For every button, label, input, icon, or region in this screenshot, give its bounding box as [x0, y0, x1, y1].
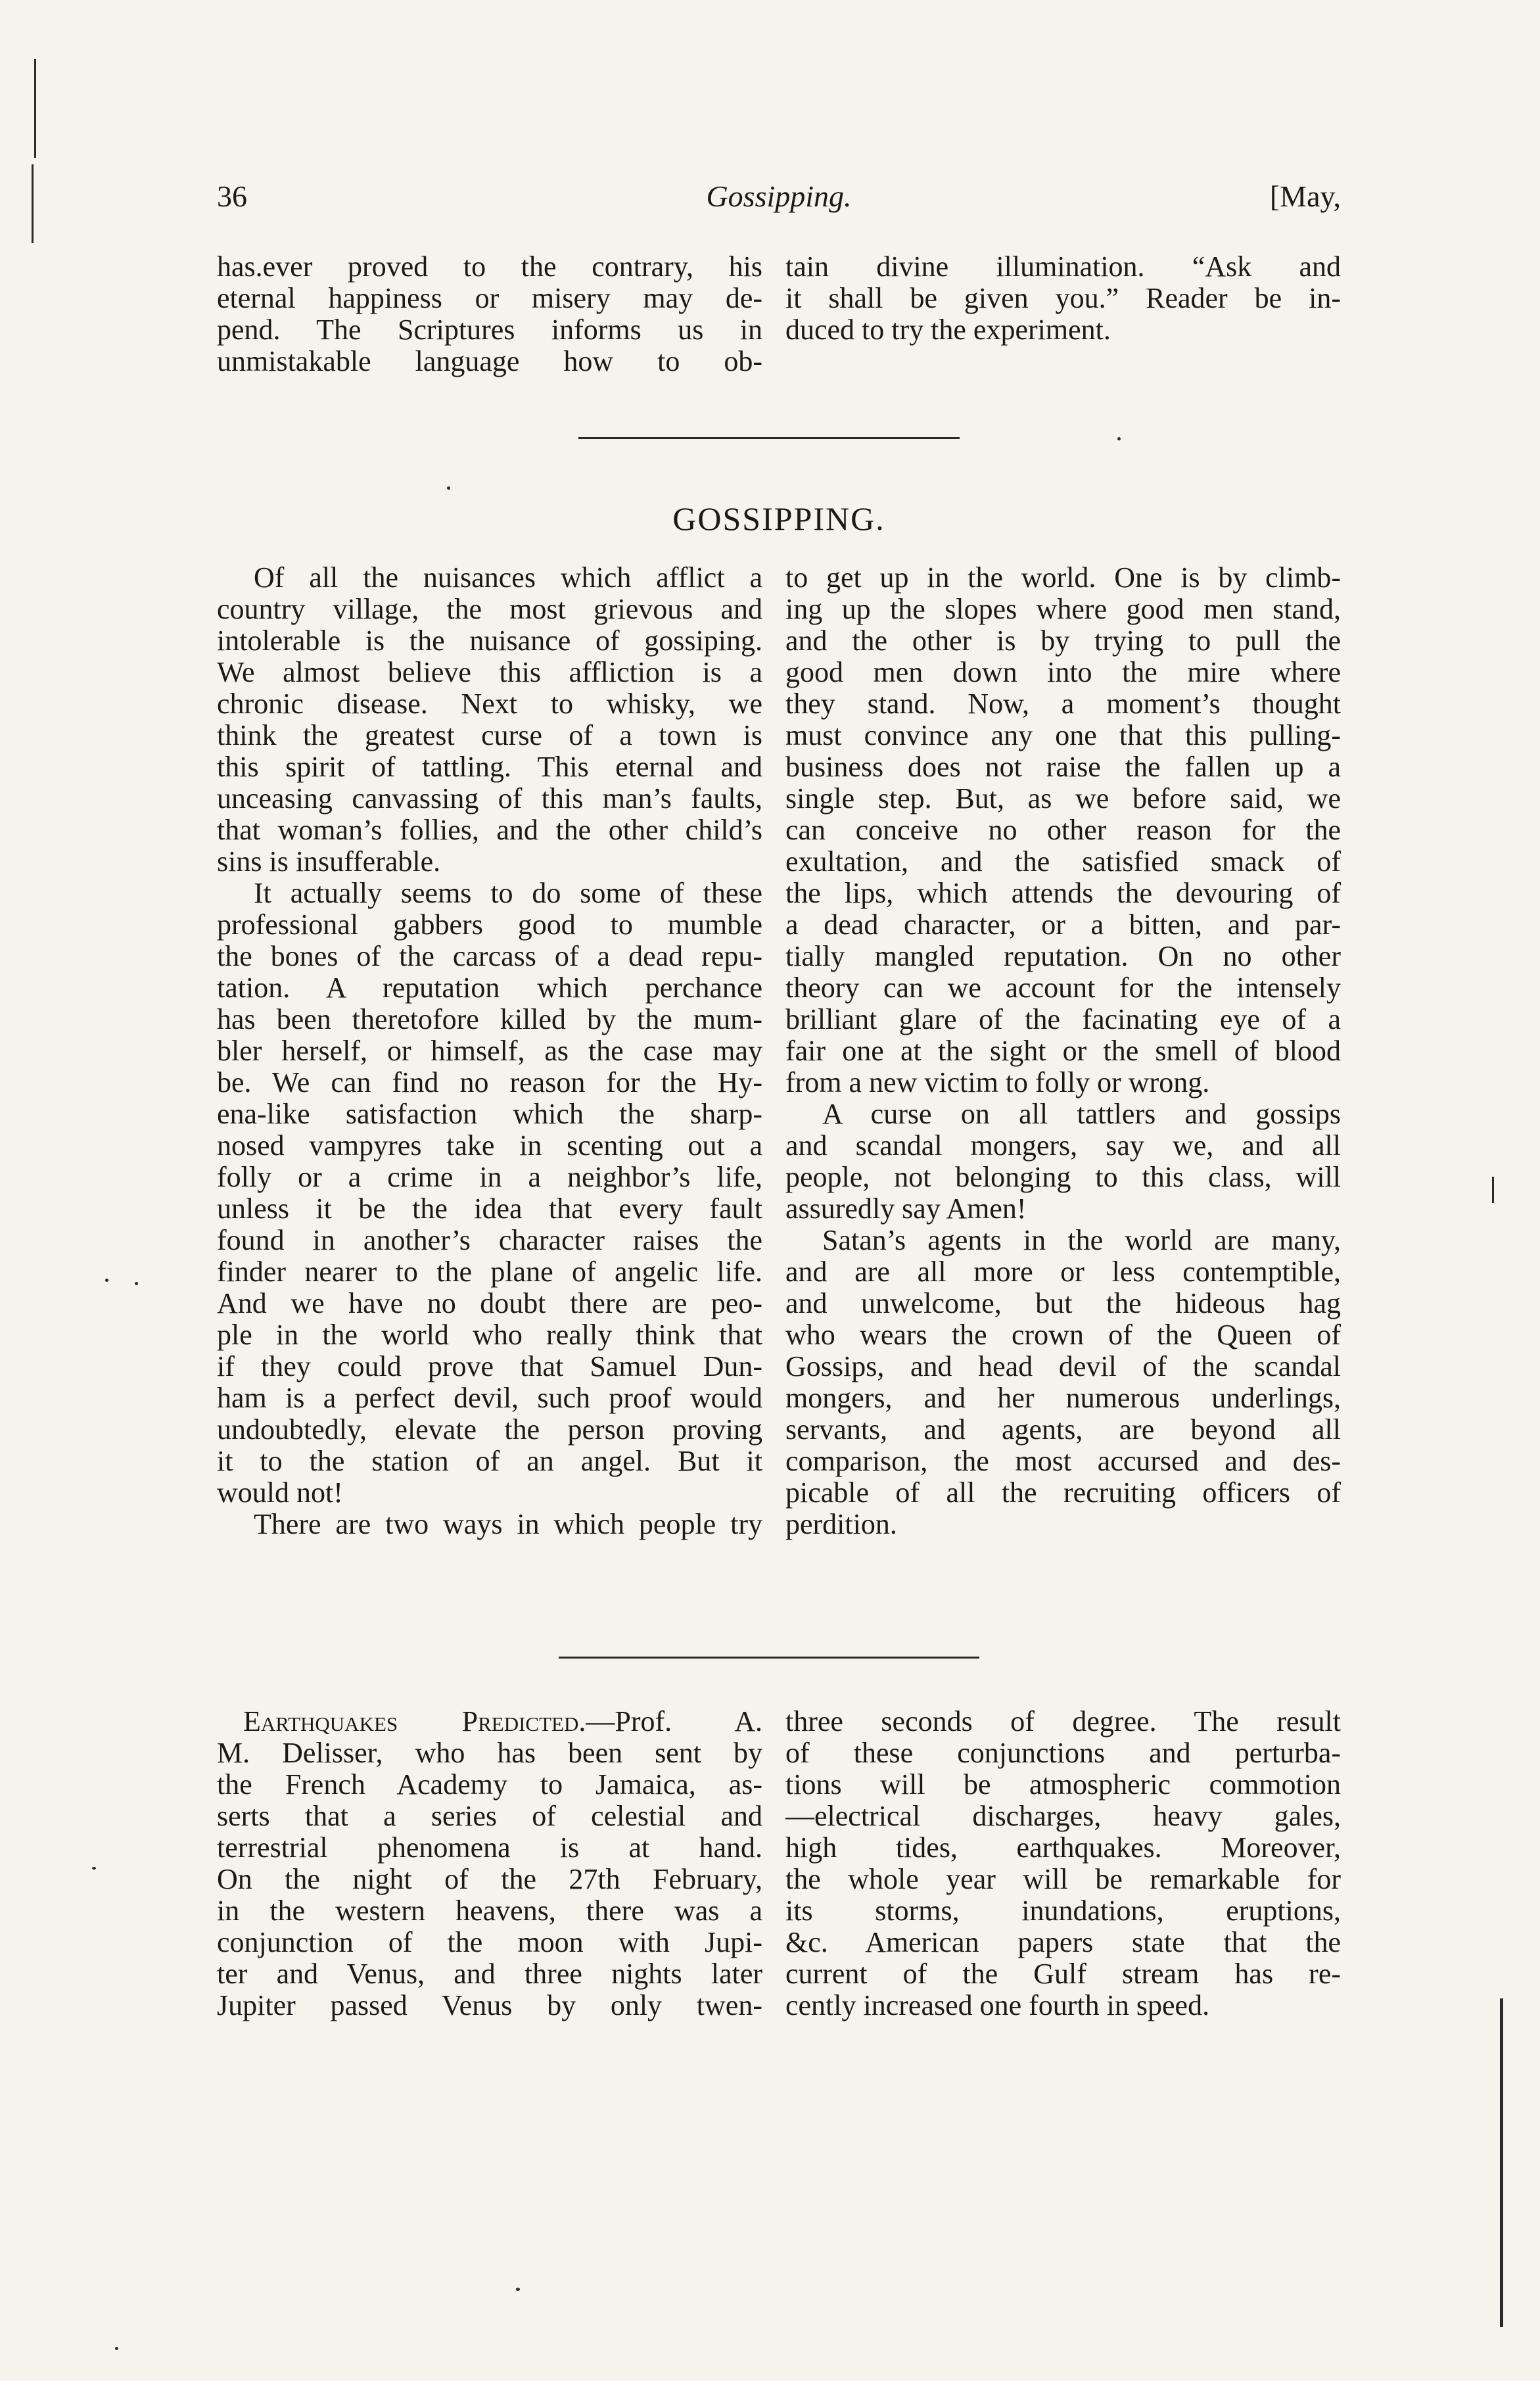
- text-line: comparison, the most accursed and des-: [785, 1445, 1341, 1477]
- text-line: bler herself, or himself, as the case may: [217, 1035, 762, 1067]
- text-line: Gossips, and head devil of the scandal: [785, 1350, 1341, 1382]
- text-line: from a new victim to folly or wrong.: [785, 1066, 1210, 1098]
- scan-speck: [92, 1867, 96, 1870]
- text-line: exultation, and the satisfied smack of: [785, 845, 1341, 878]
- text-line: There are two ways in which people try: [254, 1508, 762, 1540]
- text-line: serts that a series of celestial and: [217, 1800, 762, 1832]
- text-line: ena-like satisfaction which the sharp-: [217, 1098, 762, 1130]
- text-line: the bones of the carcass of a dead repu-: [217, 940, 762, 972]
- text-line: business does not raise the fallen up a: [785, 751, 1341, 783]
- scan-margin-mark: [34, 59, 36, 158]
- item-right-column: [785, 1706, 1341, 2021]
- scan-speck: [135, 1282, 138, 1285]
- text-line: it shall be given you.” Reader be in-: [785, 282, 1341, 314]
- page-number: 36: [217, 179, 247, 213]
- text-line: [785, 251, 1341, 283]
- text-line: ter and Venus, and three nights later: [217, 1958, 762, 1990]
- text-line: a dead character, or a bitten, and par-: [785, 908, 1341, 941]
- section-divider: [559, 1657, 979, 1659]
- text-line: conjunction of the moon with Jupi-: [217, 1926, 762, 1958]
- text-line: this spirit of tattling. This eternal and: [217, 751, 762, 783]
- article-left-column: [217, 562, 762, 1540]
- text-line: sins is insufferable.: [217, 845, 441, 878]
- text-line: cently increased one fourth in speed.: [785, 1989, 1210, 2021]
- text-line: be. We can find no reason for the Hy-: [217, 1066, 762, 1098]
- text-line: unless it be the idea that every fault: [217, 1192, 762, 1225]
- item-title: Earthquakes Predicted.: [243, 1705, 586, 1737]
- text-line: they stand. Now, a moment’s thought: [785, 688, 1341, 720]
- text-line: of these conjunctions and perturba-: [785, 1737, 1341, 1769]
- text-line: high tides, earthquakes. Moreover,: [785, 1831, 1341, 1864]
- text-line: Jupiter passed Venus by only twen-: [217, 1989, 762, 2021]
- text-line: unmistakable language how to ob-: [217, 345, 762, 377]
- text-line: mongers, and her numerous underlings,: [785, 1382, 1341, 1414]
- text-line: tation. A reputation which perchance: [217, 972, 762, 1004]
- text-line: the lips, which attends the devouring of: [785, 877, 1341, 909]
- text-line: eternal happiness or misery may de-: [217, 282, 762, 314]
- text-line: single step. But, as we before said, we: [785, 782, 1341, 814]
- text-line: and the other is by trying to pull the: [785, 625, 1341, 657]
- text-line: [217, 1706, 762, 1737]
- text-line: fair one at the sight or the smell of blood: [785, 1035, 1341, 1067]
- text-line: ham is a perfect devil, such proof would: [217, 1382, 762, 1414]
- running-head: [217, 179, 1341, 225]
- text-line: ple in the world who really think that: [217, 1319, 762, 1351]
- article-heading: GOSSIPPING.: [672, 500, 885, 537]
- text-line: servants, and agents, are beyond all: [785, 1413, 1341, 1446]
- text-line: Satan’s agents in the world are many,: [822, 1224, 1341, 1256]
- text-line: tially mangled reputation. On no other: [785, 940, 1341, 972]
- text-line: the French Academy to Jamaica, as-: [217, 1768, 762, 1801]
- text-line: think the greatest curse of a town is: [217, 719, 762, 751]
- text-line: to get up in the world. One is by climb-: [785, 561, 1341, 594]
- text-line: chronic disease. Next to whisky, we: [217, 688, 762, 720]
- text-line: We almost believe this affliction is a: [217, 656, 762, 688]
- text-line: and unwelcome, but the hideous hag: [785, 1287, 1341, 1319]
- scan-speck: [105, 1279, 108, 1282]
- text-line: On the night of the 27th February,: [217, 1863, 762, 1895]
- text-line: picable of all the recruiting officers of: [785, 1476, 1341, 1509]
- text-line: it to the station of an angel. But it: [217, 1445, 762, 1477]
- text-line: And we have no doubt there are peo-: [217, 1287, 762, 1319]
- text-line: assuredly say Amen!: [785, 1192, 1027, 1225]
- running-title: Gossipping.: [706, 179, 852, 213]
- text-line: tions will be atmospheric commotion: [785, 1768, 1341, 1801]
- text-line: country village, the most grievous and: [217, 593, 762, 625]
- text-line: its storms, inundations, eruptions,: [785, 1895, 1341, 1927]
- text-line: found in another’s character raises the: [217, 1224, 762, 1256]
- text-line: current of the Gulf stream has re-: [785, 1958, 1341, 1990]
- text-line: —electrical discharges, heavy gales,: [785, 1800, 1341, 1832]
- text-line: folly or a crime in a neighbor’s life,: [217, 1161, 762, 1193]
- text-line: ing up the slopes where good men stand,: [785, 593, 1341, 625]
- text-line: finder nearer to the plane of angelic life.: [217, 1256, 762, 1288]
- text-line: in the western heavens, there was a: [217, 1895, 762, 1927]
- text-line: theory can we account for the intensely: [785, 972, 1341, 1004]
- item-left-column: [217, 1706, 762, 2021]
- running-month: [May,: [1269, 179, 1341, 213]
- text-line: who wears the crown of the Queen of: [785, 1319, 1341, 1351]
- text-segment: —Prof. A.: [586, 1705, 763, 1737]
- scan-margin-mark: [1492, 1177, 1494, 1203]
- section-divider: [578, 437, 960, 439]
- text-line: A curse on all tattlers and gossips: [822, 1098, 1341, 1130]
- text-line: professional gabbers good to mumble: [217, 908, 762, 941]
- text-line: M. Delisser, who has been sent by: [217, 1737, 762, 1769]
- scan-speck: [447, 486, 450, 490]
- article-right-column: [785, 562, 1341, 1540]
- text-line: people, not belonging to this class, will: [785, 1161, 1341, 1193]
- text-line: pend. The Scriptures informs us in: [217, 314, 762, 346]
- text-line: good men down into the mire where: [785, 656, 1341, 688]
- text-line: can conceive no other reason for the: [785, 814, 1341, 846]
- text-line: brilliant glare of the facinating eye of a: [785, 1003, 1341, 1035]
- text-line: and scandal mongers, say we, and all: [785, 1129, 1341, 1162]
- text-line: terrestrial phenomena is at hand.: [217, 1831, 762, 1864]
- text-line: intolerable is the nuisance of gossiping.: [217, 625, 762, 657]
- text-line: duced to try the experiment.: [785, 314, 1111, 346]
- text-line: has been theretofore killed by the mum-: [217, 1003, 762, 1035]
- text-line: Of all the nuisances which afflict a: [254, 561, 762, 594]
- scan-speck: [115, 2347, 118, 2350]
- text-line: the whole year will be remarkable for: [785, 1863, 1341, 1895]
- scan-speck: [516, 2288, 520, 2291]
- text-line: would not!: [217, 1476, 343, 1509]
- scan-margin-mark: [32, 164, 34, 243]
- text-segment: tain divine illumination. “Ask and: [785, 250, 1341, 283]
- text-line: undoubtedly, elevate the person proving: [217, 1413, 762, 1446]
- text-line: &c. American papers state that the: [785, 1926, 1341, 1958]
- text-line: if they could prove that Samuel Dun-: [217, 1350, 762, 1382]
- intro-right-column: [785, 251, 1341, 346]
- intro-left-column: [217, 251, 762, 377]
- text-line: and are all more or less contemptible,: [785, 1256, 1341, 1288]
- text-line: must convince any one that this pulling-: [785, 719, 1341, 751]
- text-line: three seconds of degree. The result: [785, 1705, 1341, 1737]
- text-line: has.ever proved to the contrary, his: [217, 250, 762, 283]
- scan-margin-mark: [1500, 1998, 1503, 2327]
- text-line: that woman’s follies, and the other child’s: [217, 814, 762, 846]
- text-line: unceasing canvassing of this man’s faults,: [217, 782, 762, 814]
- scan-speck: [1117, 437, 1121, 440]
- text-line: It actually seems to do some of these: [254, 877, 762, 909]
- text-line: nosed vampyres take in scenting out a: [217, 1129, 762, 1162]
- text-line: perdition.: [785, 1508, 897, 1540]
